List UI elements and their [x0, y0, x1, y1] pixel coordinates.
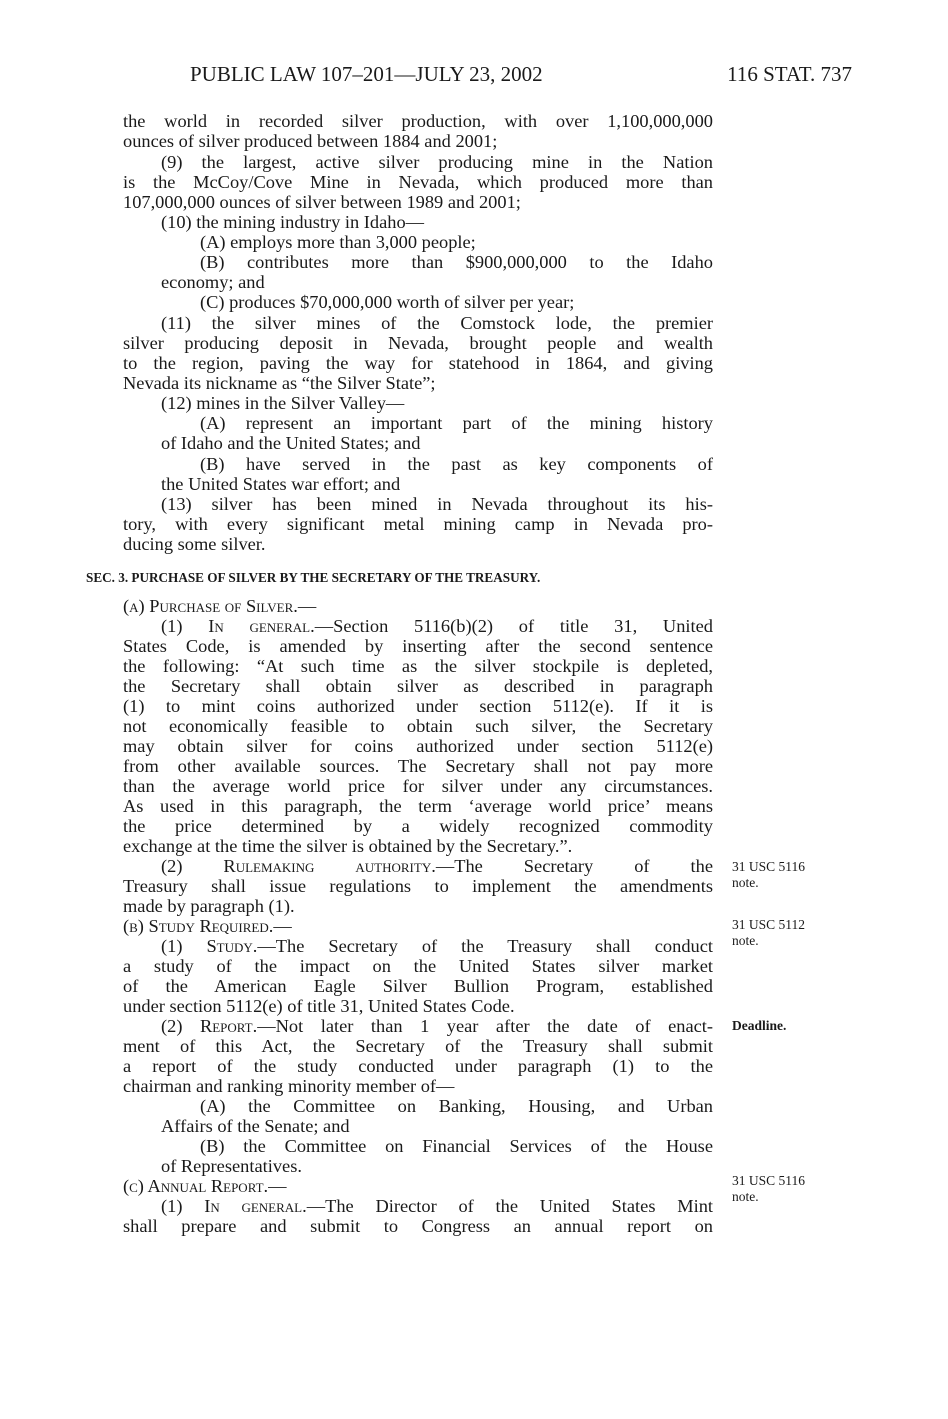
text-line: (9) the largest, active silver producing mine in the Nation [161, 152, 713, 172]
text-line [161, 1196, 713, 1216]
text-line: shall prepare and submit to Congress an annual report on [123, 1216, 713, 1236]
text-line: 107,000,000 ounces of silver between 1989 and 2001; [123, 192, 521, 212]
paragraph-text: —The Secretary of the Treasury shall conduct [257, 936, 713, 956]
text-line: As used in this paragraph, the term ‘average world price’ means [123, 796, 713, 816]
paragraph-heading: (2) Report. [161, 1016, 258, 1036]
text-line: a report of the study conducted under paragraph (1) to the [123, 1056, 713, 1076]
margin-note-usc: 31 USC 5116 [732, 859, 806, 874]
paragraph-heading: (1) Study. [161, 936, 258, 956]
text-line: the following: “At such time as the silver stockpile is depleted, [123, 656, 713, 676]
subsection-heading [123, 596, 713, 616]
text-line: ment of this Act, the Secretary of the Treasury shall submit [123, 1036, 713, 1056]
paragraph-text: —The Secretary of the [435, 856, 713, 876]
paragraph-text: —Not later than 1 year after the date of enact- [257, 1016, 714, 1036]
text-line: made by paragraph (1). [123, 896, 295, 916]
text-line: is the McCoy/Cove Mine in Nevada, which produced more than [123, 172, 713, 192]
margin-note-usc: 31 USC 5112 [732, 917, 806, 932]
text-line: tory, with every significant metal mining camp in Nevada pro- [123, 514, 713, 534]
text-line [161, 616, 713, 636]
paragraph-heading: (1) In general. [161, 616, 315, 636]
text-line: to the region, paving the way for statehood in 1864, and giving [123, 353, 713, 373]
paragraph-heading: (2) Rulemaking authority. [161, 856, 436, 876]
text-line: (A) the Committee on Banking, Housing, and Urban [200, 1096, 713, 1116]
text-line: of Idaho and the United States; and [161, 433, 421, 453]
margin-note-usc-suffix: note. [732, 875, 759, 890]
text-line [161, 1016, 713, 1036]
text-line: (B) the Committee on Financial Services of the House [200, 1136, 713, 1156]
text-line: the world in recorded silver production, with over 1,100,000,000 [123, 111, 713, 131]
text-line: exchange at the time the silver is obtained by the Secretary.”. [123, 836, 573, 856]
text-line: not economically feasible to obtain such silver, the Secretary [123, 716, 713, 736]
paragraph-text: —The Director of the United States Mint [306, 1196, 713, 1216]
text-line: than the average world price for silver under any circumstances. [123, 776, 713, 796]
subsection-heading [123, 1176, 713, 1196]
text-line: may obtain silver for coins authorized under section 5112(e) [123, 736, 713, 756]
statute-page-number: 116 STAT. 737 [727, 62, 852, 86]
paragraph-text: —Section 5116(b)(2) of title 31, United [314, 616, 713, 636]
text-line: (A) employs more than 3,000 people; [200, 232, 476, 252]
text-line: Nevada its nickname as “the Silver State”; [123, 373, 436, 393]
text-line [161, 856, 713, 876]
text-line: the United States war effort; and [161, 474, 401, 494]
margin-note-usc-suffix: note. [732, 933, 759, 948]
text-line [161, 936, 713, 956]
subsection-heading-text: (a) Purchase of Silver.— [123, 596, 317, 616]
paragraph-heading: (1) In general. [161, 1196, 307, 1216]
text-line: (1) to mint coins authorized under section 5112(e). If it is [123, 696, 713, 716]
text-line: (B) contributes more than $900,000,000 to the Idaho [200, 252, 713, 272]
text-line: ounces of silver produced between 1884 and 2001; [123, 131, 498, 151]
text-line: (13) silver has been mined in Nevada throughout its his- [161, 494, 713, 514]
text-line: silver producing deposit in Nevada, brought people and wealth [123, 333, 713, 353]
subsection-heading-text: (c) Annual Report.— [123, 1176, 287, 1196]
page-header [190, 62, 852, 92]
margin-note-deadline: Deadline. [732, 1018, 787, 1033]
text-line: (10) the mining industry in Idaho— [161, 212, 425, 232]
text-line: (B) have served in the past as key components of [200, 454, 713, 474]
text-line: of the American Eagle Silver Bullion Program, established [123, 976, 713, 996]
subsection-heading [123, 916, 713, 936]
text-line: economy; and [161, 272, 265, 292]
subsection-heading-text: (b) Study Required.— [123, 916, 292, 936]
text-line: the price determined by a widely recognized commodity [123, 816, 713, 836]
text-line: of Representatives. [161, 1156, 302, 1176]
text-line: ducing some silver. [123, 534, 266, 554]
margin-note-usc: 31 USC 5116 [732, 1173, 806, 1188]
text-line: from other available sources. The Secretary shall not pay more [123, 756, 713, 776]
text-line: Affairs of the Senate; and [161, 1116, 350, 1136]
text-line: (A) represent an important part of the mining history [200, 413, 713, 433]
text-line: under section 5112(e) of title 31, United States Code. [123, 996, 515, 1016]
margin-note-usc-suffix: note. [732, 1189, 759, 1204]
text-line: States Code, is amended by inserting after the second sentence [123, 636, 713, 656]
text-line: the Secretary shall obtain silver as described in paragraph [123, 676, 713, 696]
text-line: chairman and ranking minority member of— [123, 1076, 455, 1096]
text-line: Treasury shall issue regulations to implement the amendments [123, 876, 713, 896]
text-line: a study of the impact on the United States silver market [123, 956, 713, 976]
section-heading: SEC. 3. PURCHASE OF SILVER BY THE SECRETARY OF THE TREASURY. [86, 570, 541, 585]
text-line: (C) produces $70,000,000 worth of silver per year; [200, 292, 575, 312]
text-line: (12) mines in the Silver Valley— [161, 393, 405, 413]
text-line: (11) the silver mines of the Comstock lode, the premier [161, 313, 713, 333]
public-law-title: PUBLIC LAW 107–201—JULY 23, 2002 [190, 62, 543, 86]
